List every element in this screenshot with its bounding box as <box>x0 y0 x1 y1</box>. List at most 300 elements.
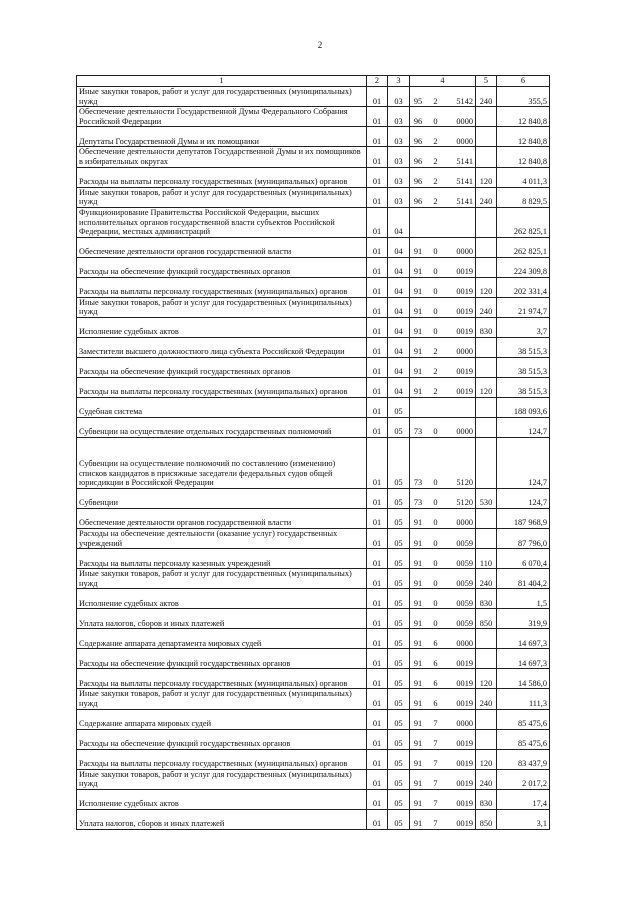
subsection-code: 03 <box>388 167 410 187</box>
target-article-code <box>410 317 476 337</box>
direction-code: 0000 <box>456 247 473 257</box>
section-code: 01 <box>367 167 388 187</box>
direction-code: 0059 <box>456 598 473 608</box>
subprogram-code: 0 <box>433 618 438 628</box>
table-row <box>77 729 550 749</box>
expense-type-code <box>476 437 497 488</box>
amount: 124,7 <box>497 417 550 437</box>
target-article-code <box>410 207 476 237</box>
subprogram-code: 0 <box>433 427 438 437</box>
table-row <box>77 589 550 609</box>
table-row <box>77 87 550 107</box>
table-row <box>77 207 550 237</box>
program-code: 91 <box>413 598 423 608</box>
program-code: 91 <box>413 287 423 297</box>
expense-type-code: 120 <box>476 167 497 187</box>
program-code: 91 <box>413 387 423 397</box>
column-header: 6 <box>497 76 550 87</box>
subprogram-code: 2 <box>433 156 438 166</box>
target-article-code <box>410 809 476 829</box>
table-row <box>77 749 550 769</box>
subsection-code: 05 <box>388 508 410 528</box>
amount: 202 331,4 <box>497 277 550 297</box>
program-code: 91 <box>413 367 423 377</box>
target-article-code <box>410 609 476 629</box>
amount: 188 093,6 <box>497 397 550 417</box>
row-name: Расходы на выплаты персоналу государственных (муниципальных) органов <box>77 377 367 397</box>
program-code: 73 <box>413 427 423 437</box>
subprogram-code: 2 <box>433 96 438 106</box>
table-row <box>77 488 550 508</box>
row-name: Уплата налогов, сборов и иных платежей <box>77 809 367 829</box>
subprogram-code: 0 <box>433 267 438 277</box>
amount: 87 796,0 <box>497 528 550 548</box>
direction-code: 0019 <box>456 738 473 748</box>
row-name: Уплата налогов, сборов и иных платежей <box>77 609 367 629</box>
page-number: 2 <box>317 40 323 50</box>
direction-code: 0000 <box>456 116 473 126</box>
amount: 83 437,9 <box>497 749 550 769</box>
direction-code: 0000 <box>456 347 473 357</box>
program-code: 91 <box>413 698 423 708</box>
program-code: 91 <box>413 738 423 748</box>
target-article-code <box>410 789 476 809</box>
program-code: 91 <box>413 538 423 548</box>
row-name: Расходы на обеспечение деятельности (оказание услуг) государственных учреждений <box>77 528 367 548</box>
amount: 85 475,6 <box>497 709 550 729</box>
row-name: Содержание аппарата мировых судей <box>77 709 367 729</box>
row-name: Иные закупки товаров, работ и услуг для государственных (муниципальных) нужд <box>77 297 367 317</box>
expense-type-code <box>476 528 497 548</box>
table-row <box>77 187 550 207</box>
row-name: Расходы на обеспечение функций государственных органов <box>77 649 367 669</box>
table-row <box>77 669 550 689</box>
target-article-code <box>410 709 476 729</box>
section-code: 01 <box>367 669 388 689</box>
subprogram-code: 0 <box>433 327 438 337</box>
table-row <box>77 437 550 488</box>
target-article-code <box>410 337 476 357</box>
table-row <box>77 237 550 257</box>
expense-type-code <box>476 417 497 437</box>
section-code: 01 <box>367 87 388 107</box>
subprogram-code: 6 <box>433 678 438 688</box>
program-code: 91 <box>413 518 423 528</box>
table-row <box>77 649 550 669</box>
amount: 355,5 <box>497 87 550 107</box>
amount: 85 475,6 <box>497 729 550 749</box>
expense-type-code: 830 <box>476 317 497 337</box>
subprogram-code: 6 <box>433 658 438 668</box>
target-article-code <box>410 277 476 297</box>
expense-type-code: 120 <box>476 669 497 689</box>
direction-code: 5141 <box>456 197 473 207</box>
subsection-code: 05 <box>388 809 410 829</box>
row-name: Расходы на выплаты персоналу государственных (муниципальных) органов <box>77 749 367 769</box>
target-article-code <box>410 377 476 397</box>
target-article-code <box>410 589 476 609</box>
section-code: 01 <box>367 749 388 769</box>
direction-code: 5141 <box>456 156 473 166</box>
amount: 124,7 <box>497 488 550 508</box>
subsection-code: 05 <box>388 589 410 609</box>
expense-type-code <box>476 357 497 377</box>
target-article-code <box>410 669 476 689</box>
subprogram-code: 0 <box>433 558 438 568</box>
target-article-code <box>410 237 476 257</box>
target-article-code <box>410 107 476 127</box>
subprogram-code: 0 <box>433 598 438 608</box>
expense-type-code: 240 <box>476 87 497 107</box>
row-name: Расходы на обеспечение функций государственных органов <box>77 357 367 377</box>
section-code: 01 <box>367 207 388 237</box>
row-name: Расходы на выплаты персоналу государственных (муниципальных) органов <box>77 669 367 689</box>
direction-code: 5142 <box>456 96 473 106</box>
section-code: 01 <box>367 709 388 729</box>
table-row <box>77 689 550 709</box>
direction-code: 0019 <box>456 819 473 829</box>
expense-type-code: 110 <box>476 549 497 569</box>
subsection-code: 05 <box>388 749 410 769</box>
direction-code: 0019 <box>456 367 473 377</box>
subsection-code: 03 <box>388 87 410 107</box>
table-row <box>77 609 550 629</box>
subsection-code: 05 <box>388 669 410 689</box>
subprogram-code: 0 <box>433 116 438 126</box>
subprogram-code: 7 <box>433 799 438 809</box>
table-row <box>77 257 550 277</box>
table-row <box>77 549 550 569</box>
target-article-code <box>410 549 476 569</box>
section-code: 01 <box>367 488 388 508</box>
subprogram-code: 2 <box>433 136 438 146</box>
subprogram-code: 2 <box>433 367 438 377</box>
section-code: 01 <box>367 508 388 528</box>
subsection-code: 05 <box>388 709 410 729</box>
amount: 262 825,1 <box>497 237 550 257</box>
row-name: Содержание аппарата департамента мировых судей <box>77 629 367 649</box>
row-name: Расходы на выплаты персоналу государственных (муниципальных) органов <box>77 167 367 187</box>
section-code: 01 <box>367 769 388 789</box>
amount: 124,7 <box>497 437 550 488</box>
row-name: Иные закупки товаров, работ и услуг для государственных (муниципальных) нужд <box>77 187 367 207</box>
subsection-code: 05 <box>388 689 410 709</box>
subsection-code: 04 <box>388 317 410 337</box>
direction-code: 5120 <box>456 498 473 508</box>
subsection-code: 03 <box>388 127 410 147</box>
subsection-code: 03 <box>388 107 410 127</box>
row-name: Субвенции на осуществление отдельных государственных полномочий <box>77 417 367 437</box>
table-row <box>77 377 550 397</box>
subsection-code: 04 <box>388 377 410 397</box>
direction-code: 0000 <box>456 718 473 728</box>
program-code: 96 <box>413 156 423 166</box>
expense-type-code: 240 <box>476 297 497 317</box>
subsection-code: 05 <box>388 729 410 749</box>
direction-code: 0019 <box>456 327 473 337</box>
expense-type-code <box>476 147 497 167</box>
target-article-code <box>410 749 476 769</box>
target-article-code <box>410 417 476 437</box>
direction-code: 0059 <box>456 558 473 568</box>
expense-type-code: 240 <box>476 187 497 207</box>
amount: 38 515,3 <box>497 377 550 397</box>
column-header: 1 <box>77 76 367 87</box>
target-article-code <box>410 147 476 167</box>
program-code: 91 <box>413 247 423 257</box>
section-code: 01 <box>367 589 388 609</box>
row-name: Депутаты Государственной Думы и их помощники <box>77 127 367 147</box>
amount: 1,5 <box>497 589 550 609</box>
row-name: Заместители высшего должностного лица субъекта Российской Федерации <box>77 337 367 357</box>
section-code: 01 <box>367 257 388 277</box>
row-name: Расходы на выплаты персоналу казенных учреждений <box>77 549 367 569</box>
amount: 4 011,3 <box>497 167 550 187</box>
direction-code: 5141 <box>456 176 473 186</box>
row-name: Обеспечение деятельности депутатов Государственной Думы и их помощников в избирательных округах <box>77 147 367 167</box>
subsection-code: 05 <box>388 769 410 789</box>
expense-type-code <box>476 237 497 257</box>
program-code: 91 <box>413 267 423 277</box>
expense-type-code: 240 <box>476 689 497 709</box>
subsection-code: 05 <box>388 397 410 417</box>
target-article-code <box>410 257 476 277</box>
expense-type-code <box>476 207 497 237</box>
header-row <box>77 76 550 87</box>
section-code: 01 <box>367 357 388 377</box>
section-code: 01 <box>367 689 388 709</box>
direction-code: 0000 <box>456 518 473 528</box>
section-code: 01 <box>367 549 388 569</box>
subprogram-code: 6 <box>433 638 438 648</box>
table-row <box>77 167 550 187</box>
amount: 187 968,9 <box>497 508 550 528</box>
row-name: Обеспечение деятельности органов государственной власти <box>77 237 367 257</box>
table-row <box>77 107 550 127</box>
program-code: 91 <box>413 658 423 668</box>
subsection-code: 03 <box>388 147 410 167</box>
program-code: 96 <box>413 197 423 207</box>
direction-code: 0019 <box>456 779 473 789</box>
table-row <box>77 147 550 167</box>
program-code: 73 <box>413 478 423 488</box>
program-code: 96 <box>413 176 423 186</box>
expense-type-code: 830 <box>476 589 497 609</box>
target-article-code <box>410 729 476 749</box>
target-article-code <box>410 187 476 207</box>
row-name: Расходы на обеспечение функций государственных органов <box>77 729 367 749</box>
table-row <box>77 629 550 649</box>
amount: 111,3 <box>497 689 550 709</box>
expense-type-code <box>476 337 497 357</box>
subsection-code: 04 <box>388 337 410 357</box>
program-code: 91 <box>413 819 423 829</box>
row-name: Иные закупки товаров, работ и услуг для государственных (муниципальных) нужд <box>77 87 367 107</box>
direction-code: 0059 <box>456 538 473 548</box>
amount: 12 840,8 <box>497 107 550 127</box>
amount: 6 070,4 <box>497 549 550 569</box>
table-row <box>77 569 550 589</box>
section-code: 01 <box>367 107 388 127</box>
section-code: 01 <box>367 437 388 488</box>
program-code: 91 <box>413 327 423 337</box>
program-code: 96 <box>413 136 423 146</box>
amount: 14 586,0 <box>497 669 550 689</box>
direction-code: 0000 <box>456 427 473 437</box>
expense-type-code <box>476 649 497 669</box>
target-article-code <box>410 397 476 417</box>
amount: 8 829,5 <box>497 187 550 207</box>
amount: 81 404,2 <box>497 569 550 589</box>
amount: 14 697,3 <box>497 649 550 669</box>
table-row <box>77 277 550 297</box>
subprogram-code: 0 <box>433 538 438 548</box>
expense-type-code: 530 <box>476 488 497 508</box>
direction-code: 0019 <box>456 758 473 768</box>
program-code: 91 <box>413 618 423 628</box>
amount: 21 974,7 <box>497 297 550 317</box>
section-code: 01 <box>367 277 388 297</box>
subprogram-code: 7 <box>433 718 438 728</box>
program-code: 95 <box>413 96 423 106</box>
row-name: Иные закупки товаров, работ и услуг для государственных (муниципальных) нужд <box>77 689 367 709</box>
section-code: 01 <box>367 609 388 629</box>
target-article-code <box>410 569 476 589</box>
target-article-code <box>410 167 476 187</box>
section-code: 01 <box>367 528 388 548</box>
subprogram-code: 7 <box>433 758 438 768</box>
subprogram-code: 0 <box>433 478 438 488</box>
table-row <box>77 297 550 317</box>
table-row <box>77 508 550 528</box>
section-code: 01 <box>367 377 388 397</box>
budget-table <box>76 75 550 830</box>
row-name: Обеспечение деятельности органов государственной власти <box>77 508 367 528</box>
direction-code: 0059 <box>456 618 473 628</box>
table-row <box>77 417 550 437</box>
subsection-code: 05 <box>388 488 410 508</box>
column-header: 2 <box>367 76 388 87</box>
table-row <box>77 809 550 829</box>
expense-type-code: 240 <box>476 569 497 589</box>
section-code: 01 <box>367 317 388 337</box>
subsection-code: 04 <box>388 297 410 317</box>
row-name: Субвенции на осуществление полномочий по составлению (изменению) списков кандидатов в присяжные заседатели федеральных судов общей юрисдикции в Российской Федерации <box>77 437 367 488</box>
section-code: 01 <box>367 417 388 437</box>
subsection-code: 04 <box>388 207 410 237</box>
target-article-code <box>410 87 476 107</box>
program-code: 73 <box>413 498 423 508</box>
target-article-code <box>410 769 476 789</box>
section-code: 01 <box>367 649 388 669</box>
amount: 3,1 <box>497 809 550 829</box>
column-header: 4 <box>410 76 476 87</box>
subsection-code: 04 <box>388 257 410 277</box>
expense-type-code: 850 <box>476 809 497 829</box>
expense-type-code: 120 <box>476 277 497 297</box>
program-code: 91 <box>413 307 423 317</box>
program-code: 91 <box>413 758 423 768</box>
subprogram-code: 0 <box>433 578 438 588</box>
direction-code: 0019 <box>456 287 473 297</box>
subprogram-code: 2 <box>433 347 438 357</box>
subsection-code: 05 <box>388 649 410 669</box>
expense-type-code <box>476 127 497 147</box>
subprogram-code: 0 <box>433 307 438 317</box>
target-article-code <box>410 629 476 649</box>
section-code: 01 <box>367 569 388 589</box>
direction-code: 0059 <box>456 578 473 588</box>
amount: 38 515,3 <box>497 337 550 357</box>
amount: 224 309,8 <box>497 257 550 277</box>
row-name: Исполнение судебных актов <box>77 589 367 609</box>
subprogram-code: 6 <box>433 698 438 708</box>
table-row <box>77 789 550 809</box>
expense-type-code <box>476 729 497 749</box>
program-code: 91 <box>413 578 423 588</box>
section-code: 01 <box>367 789 388 809</box>
subsection-code: 04 <box>388 237 410 257</box>
subsection-code: 05 <box>388 789 410 809</box>
target-article-code <box>410 528 476 548</box>
program-code: 91 <box>413 779 423 789</box>
subsection-code: 05 <box>388 528 410 548</box>
section-code: 01 <box>367 729 388 749</box>
subsection-code: 04 <box>388 277 410 297</box>
section-code: 01 <box>367 187 388 207</box>
direction-code: 0019 <box>456 698 473 708</box>
subprogram-code: 2 <box>433 176 438 186</box>
table-row <box>77 317 550 337</box>
table-row <box>77 769 550 789</box>
table-row <box>77 528 550 548</box>
direction-code: 0000 <box>456 638 473 648</box>
program-code: 91 <box>413 678 423 688</box>
subprogram-code: 7 <box>433 738 438 748</box>
subsection-code: 05 <box>388 609 410 629</box>
subsection-code: 05 <box>388 569 410 589</box>
table-row <box>77 127 550 147</box>
program-code: 91 <box>413 799 423 809</box>
expense-type-code <box>476 629 497 649</box>
expense-type-code: 120 <box>476 749 497 769</box>
subprogram-code: 0 <box>433 498 438 508</box>
table-row <box>77 357 550 377</box>
subsection-code: 04 <box>388 357 410 377</box>
direction-code: 0019 <box>456 387 473 397</box>
subprogram-code: 0 <box>433 518 438 528</box>
row-name: Расходы на выплаты персоналу государственных (муниципальных) органов <box>77 277 367 297</box>
subsection-code: 03 <box>388 187 410 207</box>
row-name: Расходы на обеспечение функций государственных органов <box>77 257 367 277</box>
target-article-code <box>410 357 476 377</box>
expense-type-code <box>476 709 497 729</box>
program-code: 91 <box>413 718 423 728</box>
row-name: Обеспечение деятельности Государственной Думы Федерального Собрания Российской Федерации <box>77 107 367 127</box>
expense-type-code: 830 <box>476 789 497 809</box>
section-code: 01 <box>367 337 388 357</box>
target-article-code <box>410 127 476 147</box>
amount: 262 825,1 <box>497 207 550 237</box>
subprogram-code: 7 <box>433 779 438 789</box>
amount: 12 840,8 <box>497 147 550 167</box>
section-code: 01 <box>367 397 388 417</box>
section-code: 01 <box>367 127 388 147</box>
row-name: Функционирование Правительства Российской Федерации, высших исполнительных органов государственной власти субъектов Российской Федерации, местных администраций <box>77 207 367 237</box>
row-name: Исполнение судебных актов <box>77 317 367 337</box>
section-code: 01 <box>367 809 388 829</box>
amount: 14 697,3 <box>497 629 550 649</box>
